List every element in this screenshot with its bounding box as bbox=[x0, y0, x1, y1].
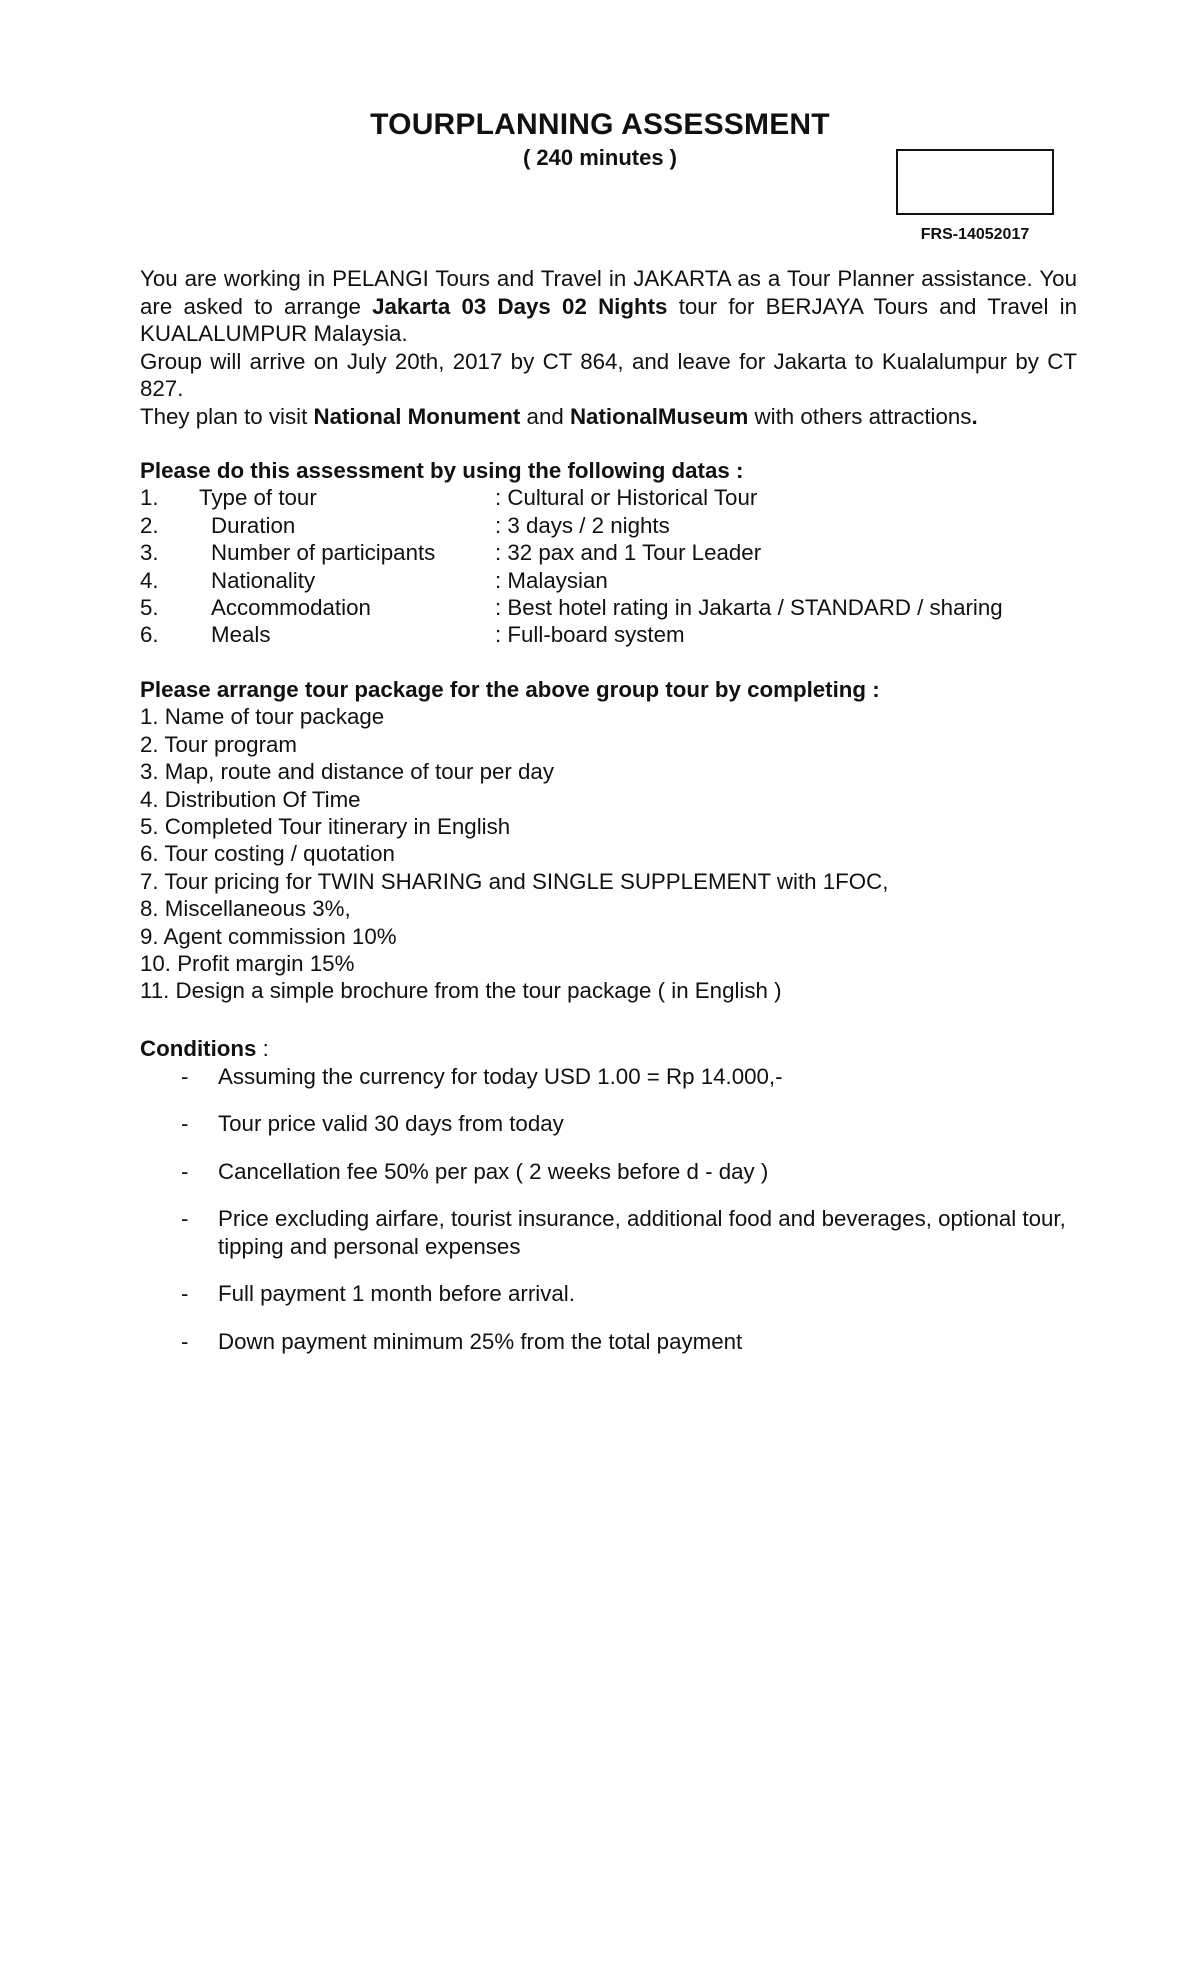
tasks-section bbox=[140, 676, 1080, 1005]
data-row-label: Meals bbox=[211, 622, 271, 648]
task-item: 8. Miscellaneous 3%, bbox=[140, 896, 351, 922]
data-row-value: : Full-board system bbox=[495, 622, 685, 648]
data-row-label: Type of tour bbox=[199, 485, 317, 511]
condition-text: Tour price valid 30 days from today bbox=[218, 1111, 564, 1136]
datas-list bbox=[140, 484, 1080, 648]
data-row-value: : 3 days / 2 nights bbox=[495, 512, 670, 538]
score-box bbox=[896, 149, 1054, 215]
task-item: 9. Agent commission 10% bbox=[140, 923, 397, 949]
condition-bullet: - bbox=[181, 1158, 189, 1184]
data-row bbox=[140, 539, 1080, 566]
condition-item bbox=[140, 1110, 1080, 1138]
condition-bullet: - bbox=[181, 1206, 189, 1231]
condition-text: Price excluding airfare, tourist insurance, additional food and beverages, optional tour, tipping and personal expenses bbox=[218, 1206, 1066, 1259]
data-row-label: Nationality bbox=[211, 567, 316, 593]
condition-item bbox=[140, 1280, 1080, 1308]
datas-section bbox=[140, 457, 1080, 649]
page-title: TOURPLANNING ASSESSMENT bbox=[370, 108, 830, 141]
task-item: 1. Name of tour package bbox=[140, 704, 385, 730]
task-item: 5. Completed Tour itinerary in English bbox=[140, 814, 511, 840]
data-row-value: : Malaysian bbox=[495, 567, 608, 593]
data-row-number: 4. bbox=[140, 567, 159, 593]
condition-bullet: - bbox=[181, 1063, 189, 1089]
condition-text: Down payment minimum 25% from the total payment bbox=[218, 1328, 743, 1354]
data-row bbox=[140, 484, 1080, 511]
data-row bbox=[140, 567, 1080, 594]
intro-section bbox=[140, 265, 1077, 430]
conditions-list bbox=[140, 1063, 1080, 1356]
tasks-list bbox=[140, 703, 1080, 1004]
condition-bullet: - bbox=[181, 1281, 189, 1306]
data-row-value: : Best hotel rating in Jakarta / STANDARD / sharing bbox=[495, 594, 1003, 620]
data-row-value: : Cultural or Historical Tour bbox=[495, 485, 758, 511]
condition-item bbox=[140, 1063, 1080, 1091]
duration-subtitle: ( 240 minutes ) bbox=[522, 145, 678, 170]
data-row-label: Accommodation bbox=[211, 594, 371, 620]
data-row-value: : 32 pax and 1 Tour Leader bbox=[495, 540, 762, 566]
condition-item bbox=[140, 1328, 1080, 1356]
condition-item bbox=[140, 1205, 1080, 1260]
task-item: 6. Tour costing / quotation bbox=[140, 841, 395, 867]
intro-paragraph-2: Group will arrive on July 20th, 2017 by CT 864, and leave for Jakarta to Kualalumpur by CT 827. bbox=[140, 348, 1077, 401]
task-item: 11. Design a simple brochure from the tour package ( in English ) bbox=[140, 978, 782, 1004]
conditions-section bbox=[140, 1035, 1080, 1375]
intro-paragraph-1: You are working in PELANGI Tours and Travel in JAKARTA as a Tour Planner assistance. You are asked to arrange Jakarta 03 Days 02 Nights tour for BERJAYA Tours and Travel in KUALALUMPUR Malaysia. bbox=[140, 266, 1078, 346]
condition-text: Assuming the currency for today USD 1.00 = Rp 14.000,- bbox=[218, 1063, 783, 1089]
data-row-number: 6. bbox=[140, 622, 159, 648]
task-item: 3. Map, route and distance of tour per day bbox=[140, 759, 554, 785]
data-row bbox=[140, 512, 1080, 539]
datas-heading: Please do this assessment by using the following datas : bbox=[140, 458, 744, 483]
intro-paragraph-3: They plan to visit National Monument and NationalMuseum with others attractions. bbox=[140, 403, 978, 429]
data-row bbox=[140, 621, 1080, 648]
data-row bbox=[140, 594, 1080, 621]
condition-text: Cancellation fee 50% per pax ( 2 weeks before d - day ) bbox=[218, 1158, 769, 1184]
data-row-number: 5. bbox=[140, 594, 159, 620]
condition-bullet: - bbox=[181, 1328, 189, 1354]
task-item: 2. Tour program bbox=[140, 731, 297, 757]
data-row-label: Duration bbox=[211, 512, 296, 538]
condition-item bbox=[140, 1158, 1080, 1186]
tasks-heading: Please arrange tour package for the above group tour by completing : bbox=[140, 677, 880, 702]
tour-name-emphasis: Jakarta 03 Days 02 Nights bbox=[372, 293, 668, 319]
task-item: 4. Distribution Of Time bbox=[140, 786, 361, 812]
data-row-number: 3. bbox=[140, 540, 159, 566]
data-row-label: Number of participants bbox=[211, 540, 436, 566]
conditions-heading: Conditions : bbox=[140, 1036, 269, 1061]
task-item: 7. Tour pricing for TWIN SHARING and SINGLE SUPPLEMENT with 1FOC, bbox=[140, 868, 889, 894]
data-row-number: 2. bbox=[140, 512, 159, 538]
form-code: FRS-14052017 bbox=[920, 226, 1030, 243]
data-row-number: 1. bbox=[140, 485, 159, 511]
task-item: 10. Profit margin 15% bbox=[140, 951, 355, 977]
condition-bullet: - bbox=[181, 1111, 189, 1136]
condition-text: Full payment 1 month before arrival. bbox=[218, 1281, 575, 1306]
